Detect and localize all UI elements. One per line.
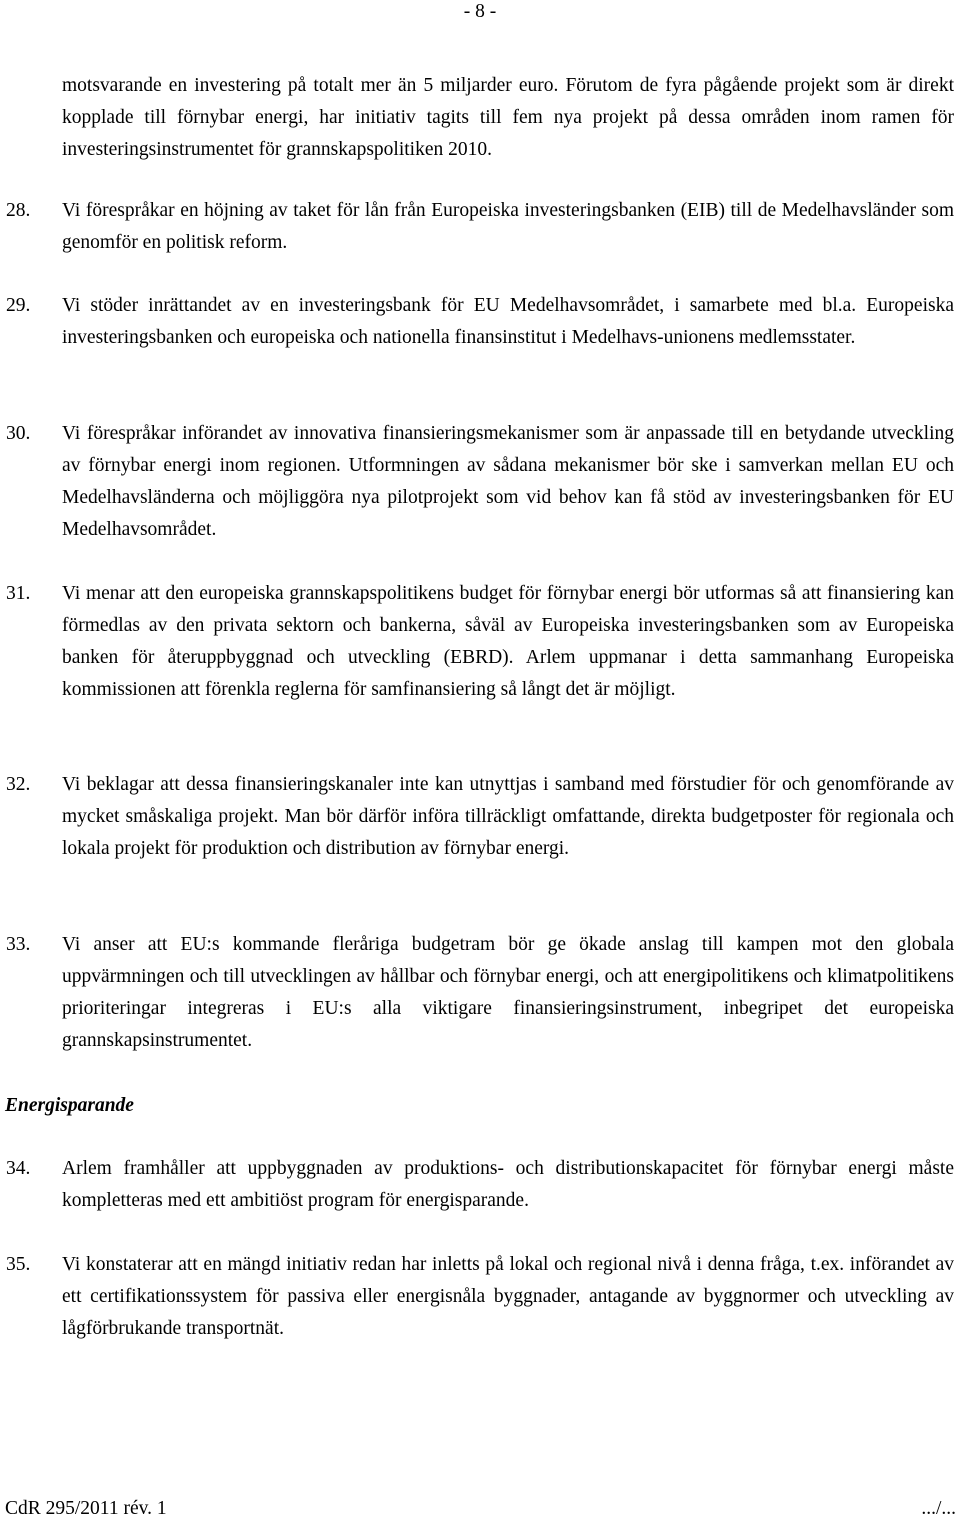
paragraph-number: 30.	[6, 423, 31, 444]
paragraph-number: 34.	[6, 1158, 31, 1179]
document-reference: CdR 295/2011 rév. 1	[5, 1498, 167, 1519]
section-heading: Energisparande	[5, 1095, 134, 1116]
paragraph-text: Vi stöder inrättandet av en investeringsbank för EU Medelhavsområdet, i samarbete med bl.a. Europeiska investeringsbanken och europeiska och nationella finansinstitut i Medelhavs-unionens medlemsstater.	[62, 295, 954, 348]
paragraph-35	[0, 1249, 954, 1345]
paragraph-number: 31.	[6, 583, 31, 604]
paragraph-text: Vi förespråkar införandet av innovativa finansieringsmekanismer som är anpassade till en betydande utveckling av förnybar energi inom regionen. Utformningen av sådana mekanismer bör ske i samverkan mellan EU och Medelhavsländerna och möjliggöra nya pilotprojekt som vid behov kan få stöd av investeringsbanken för EU Medelhavsområdet.	[62, 423, 954, 540]
paragraph-number: 28.	[6, 200, 31, 221]
paragraph-number: 33.	[6, 934, 31, 955]
paragraph-32	[0, 769, 954, 865]
continuation-marker: .../...	[921, 1498, 956, 1519]
paragraph-text: Vi anser att EU:s kommande fleråriga budgetram bör ge ökade anslag till kampen mot den globala uppvärmningen och till utvecklingen av hållbar och förnybar energi, och att energipolitikens och klimatpolitikens prioriteringar integreras i EU:s alla viktigare finansieringsinstrument, inbegripet det europeiska grannskapsinstrumentet.	[62, 934, 954, 1051]
paragraph-text: Vi beklagar att dessa finansieringskanaler inte kan utnyttjas i samband med förstudier för och genomförande av mycket småskaliga projekt. Man bör därför införa tillräckligt omfattande, direkta budgetposter för regionala och lokala projekt för produktion och distribution av förnybar energi.	[62, 774, 954, 859]
paragraph-text: Vi menar att den europeiska grannskapspolitikens budget för förnybar energi bör utformas så att finansiering kan förmedlas av den privata sektorn och bankerna, såväl av Europeiska investeringsbanken som av Europeiska banken för återuppbyggnad och utveckling (EBRD). Arlem uppmanar i detta sammanhang Europeiska kommissionen att förenkla reglerna för samfinansiering så långt det är möjligt.	[62, 583, 954, 700]
paragraph-29	[0, 290, 954, 354]
page-number: - 8 -	[463, 1, 497, 22]
paragraph-text: Vi förespråkar en höjning av taket för lån från Europeiska investeringsbanken (EIB) till de Medelhavsländer som genomför en politisk reform.	[62, 200, 954, 253]
paragraph-number: 29.	[6, 295, 31, 316]
paragraph-28	[0, 195, 954, 259]
paragraph-number: 32.	[6, 774, 31, 795]
paragraph-30	[0, 418, 954, 546]
paragraph-text: Arlem framhåller att uppbyggnaden av produktions- och distributionskapacitet för förnybar energi måste kompletteras med ett ambitiöst program för energisparande.	[62, 1158, 954, 1211]
paragraph-31	[0, 578, 954, 706]
paragraph-34	[0, 1153, 954, 1217]
paragraph-33	[0, 929, 954, 1057]
paragraph-number: 35.	[6, 1254, 31, 1275]
intro-paragraph: motsvarande en investering på totalt mer än 5 miljarder euro. Förutom de fyra pågående projekt som är direkt kopplade till förnybar energi, har initiativ tagits till fem nya projekt på dessa områden inom ramen för investeringsinstrumentet för grannskapspolitiken 2010.	[62, 75, 954, 160]
paragraph-text: Vi konstaterar att en mängd initiativ redan har inletts på lokal och regional nivå i denna fråga, t.ex. införandet av ett certifikationssystem för passiva eller energisnåla byggnader, antagande av byggnormer och utveckling av lågförbrukande transportnät.	[62, 1254, 954, 1339]
